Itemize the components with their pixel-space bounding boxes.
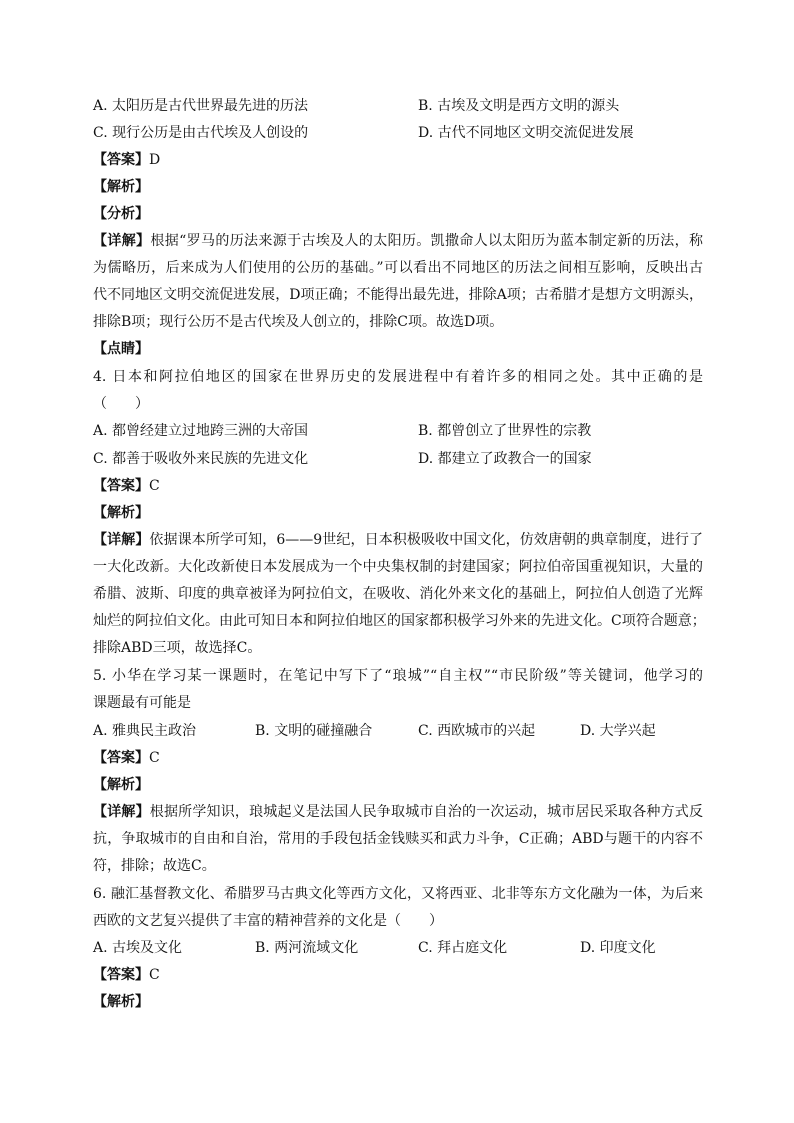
q4-option-c: C. 都善于吸收外来民族的先进文化: [93, 451, 309, 467]
q3-dianjing-label: 【点睛】: [93, 341, 149, 357]
q4-stem-line-1: 4. 日本和阿拉伯地区的国家在世界历史的发展进程中有着许多的相同之处。其中正确的是: [93, 369, 703, 385]
q5-option-c: C. 西欧城市的兴起: [418, 723, 536, 739]
q4-option-a: A. 都曾经建立过地跨三洲的大帝国: [93, 423, 309, 439]
q5-option-a: A. 雅典民主政治: [93, 723, 197, 739]
q3-detail-line-3: 代不同地区文明交流促进发展，D项正确；不能得出最先进，排除A项；古希腊才是想方文明源头，: [93, 287, 703, 303]
answer-label: 【答案】: [93, 967, 149, 983]
q4-stem-line-2: （ ）: [93, 396, 149, 412]
answer-label: 【答案】: [93, 152, 149, 168]
q6-option-d: D. 印度文化: [580, 940, 656, 956]
q4-detail-line-3: 希腊、波斯、印度的典章被译为阿拉伯文，在吸收、消化外来文化的基础上，阿拉伯人创造了光辉: [93, 586, 703, 602]
answer-label: 【答案】: [93, 478, 149, 494]
q5-stem-line-2: 课题最有可能是: [93, 695, 191, 711]
detail-label: 【详解】: [93, 233, 151, 249]
q5-detail-line-2: 抗，争取城市的自由和自治，常用的手段包括金钱赎买和武力斗争，C正确；ABD与题干的内容不: [93, 831, 703, 847]
answer-value: C: [149, 967, 160, 983]
q3-analysis-label: 【解析】: [93, 179, 149, 195]
q4-detail-line-4: 灿烂的阿拉伯文化。由此可知日本和阿拉伯地区的国家都积极学习外来的先进文化。C项符合题意；: [93, 613, 706, 629]
q5-analysis-label: 【解析】: [93, 777, 149, 793]
q4-analysis-label: 【解析】: [93, 505, 149, 521]
q3-option-d: D. 古代不同地区文明交流促进发展: [418, 125, 634, 141]
answer-value: D: [149, 152, 161, 168]
answer-label: 【答案】: [93, 750, 149, 766]
q3-detail-line-2: 为儒略历，后来成为人们使用的公历的基础。”可以看出不同地区的历法之间相互影响，反映出古: [93, 260, 703, 276]
answer-value: C: [149, 750, 160, 766]
q6-analysis-label: 【解析】: [93, 994, 149, 1010]
q4-option-d: D. 都建立了政教合一的国家: [418, 451, 592, 467]
q3-fenxi-label: 【分析】: [93, 206, 149, 222]
q4-detail-line-2: 一大化改新。大化改新使日本发展成为一个中央集权制的封建国家；阿拉伯帝国重视知识，大量的: [93, 559, 703, 575]
q5-option-b: B. 文明的碰撞融合: [255, 723, 373, 739]
q3-option-a: A. 太阳历是古代世界最先进的历法: [93, 98, 309, 114]
q3-detail-line-1: 【详解】根据“罗马的历法来源于古埃及人的太阳历。凯撒命人以太阳历为蓝本制定新的历法，称: [93, 233, 704, 249]
q6-option-b: B. 两河流域文化: [255, 940, 359, 956]
detail-label: 【详解】: [93, 804, 150, 820]
q5-answer: [93, 748, 703, 768]
q5-stem-line-1: 5. 小华在学习某一课题时，在笔记中写下了“琅城”“自主权”“市民阶级”等关键词，他学习的: [93, 668, 703, 684]
q6-answer: [93, 965, 703, 985]
q6-stem-line-1: 6. 融汇基督教文化、希腊罗马古典文化等西方文化，又将西亚、北非等东方文化融为一体，为后来: [93, 886, 703, 902]
q6-option-a: A. 古埃及文化: [93, 940, 183, 956]
q4-detail-line-5: 排除ABD三项，故选择C。: [93, 640, 262, 656]
q5-option-d: D. 大学兴起: [580, 723, 656, 739]
q4-answer: [93, 476, 703, 496]
q6-stem-line-2: 西欧的文艺复兴提供了丰富的精神营养的文化是（ ）: [93, 913, 443, 929]
q6-option-c: C. 拜占庭文化: [418, 940, 508, 956]
q3-detail-line-4: 排除B项；现行公历不是古代埃及人创立的，排除C项。故选D项。: [93, 314, 504, 330]
q5-detail-line-3: 符，排除；故选C。: [93, 858, 216, 874]
q5-detail-line-1: 【详解】根据所学知识，琅城起义是法国人民争取城市自治的一次运动，城市居民采取各种方式反: [93, 804, 704, 820]
answer-value: C: [149, 478, 160, 494]
q3-option-b: B. 古埃及文明是西方文明的源头: [418, 98, 620, 114]
q4-detail-line-1: 【详解】依据课本所学可知，6——9世纪，日本积极吸收中国文化，仿效唐朝的典章制度，进行了: [93, 532, 704, 548]
q3-option-c: C. 现行公历是由古代埃及人创设的: [93, 125, 309, 141]
q3-answer: [93, 150, 703, 170]
q4-option-b: B. 都曾创立了世界性的宗教: [418, 423, 592, 439]
detail-label: 【详解】: [93, 532, 150, 548]
